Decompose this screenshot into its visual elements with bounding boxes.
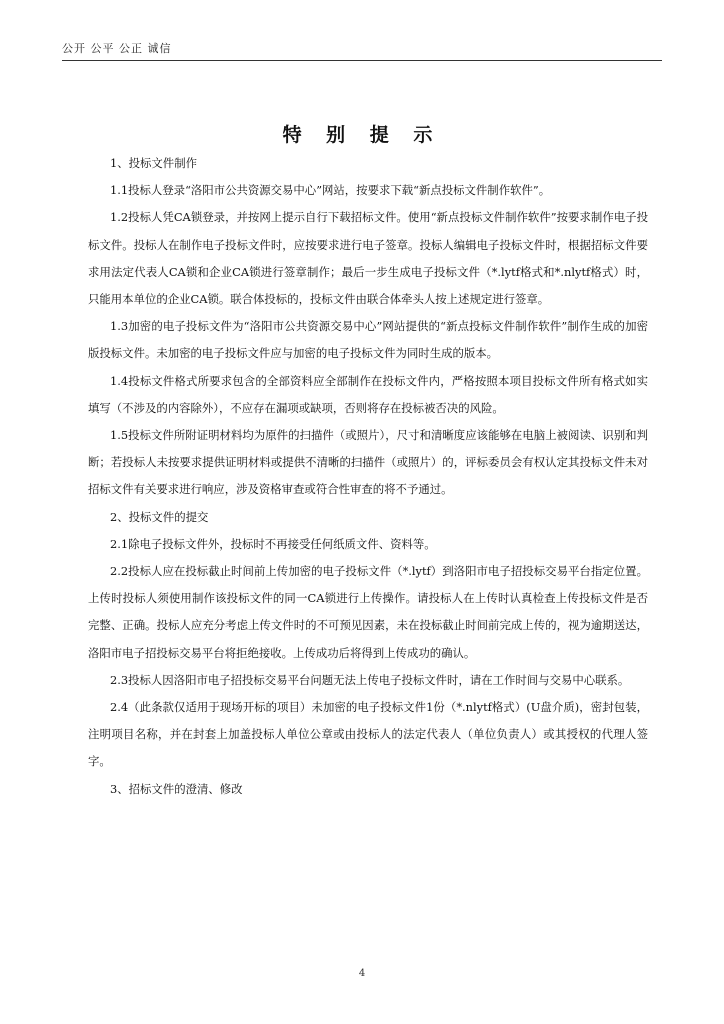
paragraph-1-3: 1.3加密的电子投标文件为“洛阳市公共资源交易中心”网站提供的“新点投标文件制作软件”制作生成的加密版投标文件。未加密的电子投标文件应与加密的电子投标文件为同时生成的版本。 [88, 319, 648, 361]
paragraph-1-4: 1.4投标文件格式所要求包含的全部资料应全部制作在投标文件内，严格按照本项目投标文件所有格式如实填写（不涉及的内容除外），不应存在漏项或缺项，否则将存在投标被否决的风险。 [88, 373, 648, 415]
paragraph-2-2: 2.2投标人应在投标截止时间前上传加密的电子投标文件（*.lytf）到洛阳市电子招投标交易平台指定位置。上传时投标人须使用制作该投标文件的同一CA锁进行上传操作。请投标人在上传时认真检查上传投标文件是否完整、正确。投标人应充分考虑上传文件时的不可预见因素，未在投标截止时间前完成上传的，视为逾期送达，洛阳市电子招投标交易平台将拒绝接收。上传成功后将得到上传成功的确认。 [88, 564, 648, 660]
header-slogan: 公开 公平 公正 诚信 [62, 42, 172, 55]
section-heading-2: 2、投标文件的提交 [110, 509, 209, 524]
paragraph-2-1: 2.1除电子投标文件外，投标时不再接受任何纸质文件、资料等。 [110, 536, 436, 551]
paragraph-1-1: 1.1投标人登录“洛阳市公共资源交易中心”网站，按要求下载“新点投标文件制作软件”。 [110, 183, 551, 198]
section-heading-3: 3、招标文件的澄清、修改 [110, 781, 243, 796]
header-divider [62, 60, 662, 61]
section-heading-1: 1、投标文件制作 [110, 156, 197, 170]
paragraph-1-2: 1.2投标人凭CA锁登录，并按网上提示自行下载招标文件。使用“新点投标文件制作软件”按要求制作电子投标文件。投标人在制作电子投标文件时，应按要求进行电子签章。投标人编辑电子投标文件时，根据招标文件要求用法定代表人CA锁和企业CA锁进行签章制作；最后一步生成电子投标文件（*.lytf格式和*.nlytf格式）时，只能用本单位的企业CA锁。联合体投标的，投标文件由联合体牵头人按上述规定进行签章。 [88, 210, 648, 307]
paragraph-1-5: 1.5投标文件所附证明材料均为原件的扫描件（或照片），尺寸和清晰度应该能够在电脑上被阅读、识别和判断；若投标人未按要求提供证明材料或提供不清晰的扫描件（或照片）的，评标委员会有权认定其投标文件未对招标文件有关要求进行响应，涉及资格审查或符合性审查的将不予通过。 [88, 428, 648, 497]
page-title: 特 别 提 示 [282, 124, 442, 146]
page-number: 4 [358, 968, 366, 979]
paragraph-2-3: 2.3投标人因洛阳市电子招投标交易平台问题无法上传电子投标文件时，请在工作时间与交易中心联系。 [110, 672, 630, 687]
paragraph-2-4: 2.4（此条款仅适用于现场开标的项目）未加密的电子投标文件1份（*.nlytf格式）(U盘介质)，密封包装，注明项目名称，并在封套上加盖投标人单位公章或由投标人的法定代表人（单位负责人）或其授权的代理人签字。 [88, 700, 648, 769]
document-body [88, 150, 648, 803]
